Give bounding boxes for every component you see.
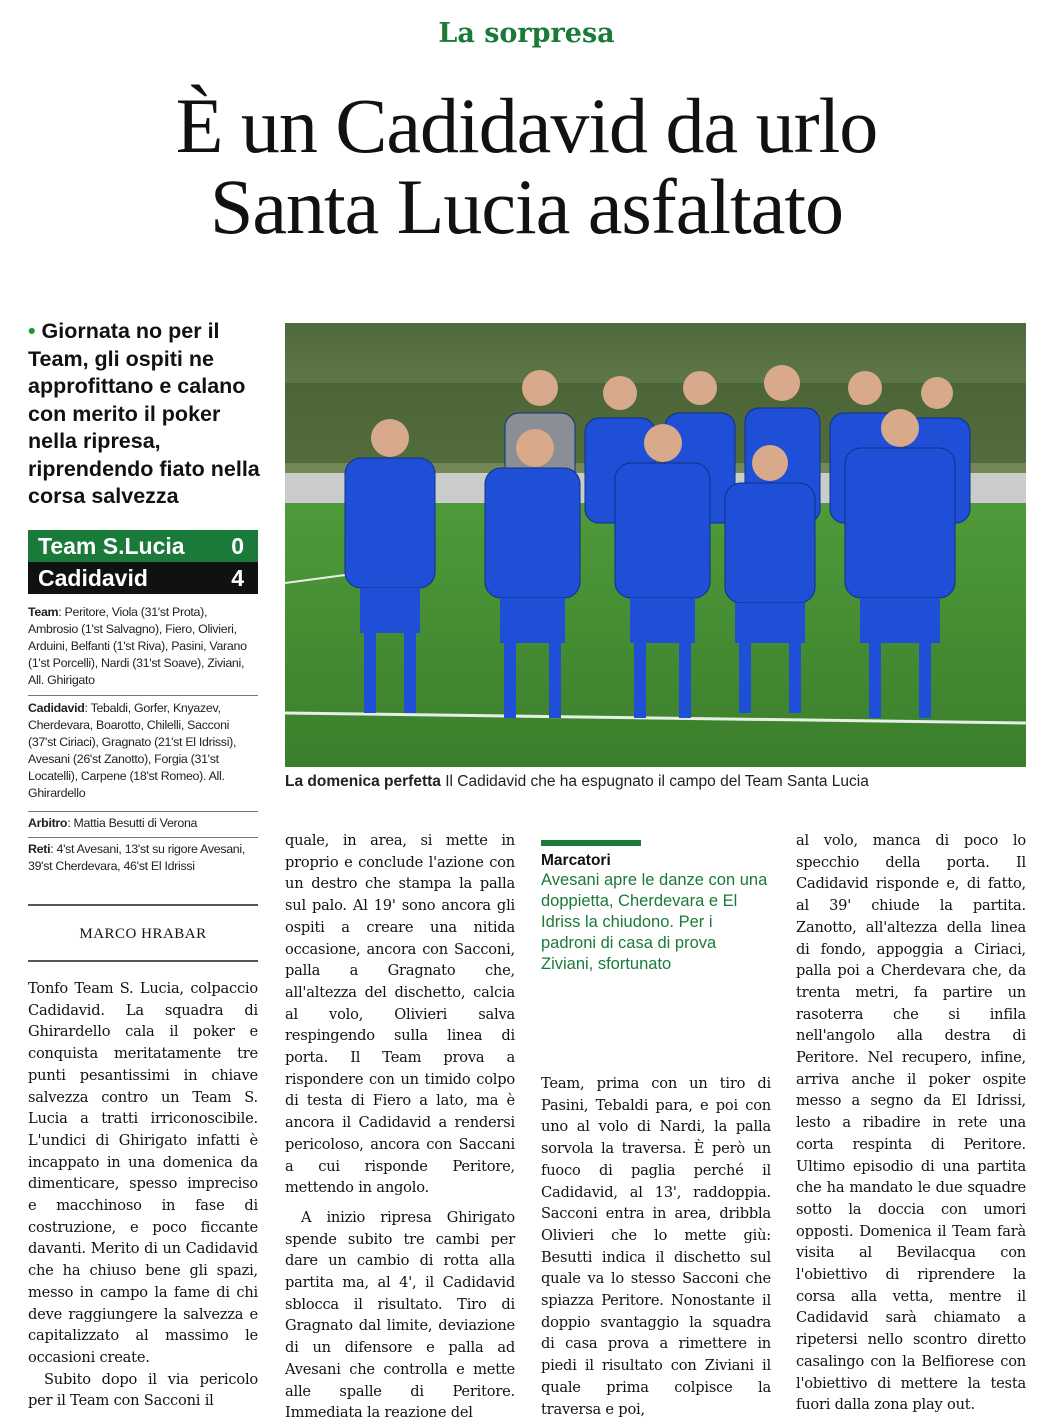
section-kicker: La sorpresa — [438, 18, 615, 49]
scoreboard-home — [28, 530, 258, 562]
cadidavid-lineup — [28, 700, 258, 802]
divider — [28, 837, 258, 838]
photo-caption — [285, 773, 1026, 791]
goals-label: Reti — [28, 842, 51, 856]
byline-divider — [28, 904, 258, 906]
article-paragraph: A inizio ripresa Ghirigato spende subito tre cambi per dare un cambio di rotta alla partita ma, al 4', il Cadidavid sblocca il risultato. Tiro di Gragnato dal limite, deviazione di un difensore e palla ad Avesani che controlla e mette alle spalle di Peritore. Immediata la reazione del — [285, 1208, 515, 1422]
goals-info — [28, 841, 258, 875]
article-column-3 — [541, 1073, 771, 1420]
marcatori-text: Avesani apre le danze con una doppietta, Cherdevara e El Idriss la chiudono. Per i padroni di casa di prova Ziviani, sfortunato — [541, 871, 768, 973]
article-paragraph: Tonfo Team S. Lucia, colpaccio Cadidavid. La squadra di Ghirardello cala il poker e conquista meritatamente tre punti pesantissimi in chiave salvezza contro un Team S. Lucia a tratti irriconoscibile. L'undici di Ghirigato infatti è incappato in una domenica da dimenticare, spesso impreciso e macchinoso in fase di costruzione, e poco ficcante davanti. Merito di un Cadidavid che ha chiuso bene gli spazi, messo in campo la fame di chi deve raggiungere la salvezza e capitalizzato al massimo le occasioni create. — [28, 980, 258, 1366]
away-team-name: Cadidavid — [38, 564, 148, 591]
marcatori-title: Marcatori — [541, 852, 611, 869]
away-team-score: 4 — [231, 564, 244, 591]
divider — [28, 695, 258, 696]
author-byline: MARCO HRABAR — [79, 926, 207, 942]
goals-text: : 4'st Avesani, 13'st su rigore Avesani, 39'st Cherdevara, 46'st El Idrissi — [28, 842, 245, 873]
caption-text: Il Cadidavid che ha espugnato il campo del Team Santa Lucia — [440, 773, 869, 790]
byline-divider — [28, 960, 258, 962]
article-column-2 — [285, 830, 515, 1424]
headline-line-2: Santa Lucia asfaltato — [209, 163, 844, 250]
caption-title: La domenica perfetta — [285, 773, 441, 790]
article-column-4 — [796, 830, 1026, 1416]
team-lineup-text: : Peritore, Viola (31'st Prota), Ambrosio (1'st Salvagno), Fiero, Olivieri, Arduini, Belfanti (1'st Riva), Pasini, Varano (1'st Porcelli), Nardi (31'st Soave), Ziviani, All. Ghirigato — [28, 605, 247, 687]
divider — [28, 811, 258, 812]
team-photo-illustration — [285, 323, 1026, 767]
article-paragraph: al volo, manca di poco lo specchio della porta. Il Cadidavid risponde e, di fatto, al 39' chiude la partita. Zanotto, all'altezza della linea di fondo, appoggia a Ciriaci, palla poi a Cherdevara che, da trenta metri, fa partire un rasoterra che si infila nell'angolo alla destra di Peritore. Nel recupero, infine, arriva anche il poker ospite messo a segno da El Idrissi, lesto a ribadire in rete una corta respinta di Peritore. Ultimo episodio di una partita che ha mandato le due squadre sotto la doccia con umori opposti. Domenica il Team farà visita al Bevilacqua con l'obiettivo di riprendere la corsa alla vetta, mentre il Cadidavid sarà chiamato a ripetersi nello scontro diretto casalingo con la Belfiorese con l'obiettivo di mettere la testa fuori dalla zona play out. — [796, 832, 1026, 1414]
home-team-score: 0 — [231, 532, 244, 559]
team-photo — [285, 323, 1026, 767]
headline-line-1: È un Cadidavid da urlo — [175, 82, 878, 169]
summary-bullet: • — [28, 319, 36, 343]
scoreboard-away — [28, 562, 258, 594]
marcatori-accent-bar — [541, 840, 641, 846]
team-lineup-label: Team — [28, 605, 59, 619]
cadidavid-lineup-text: : Tebaldi, Gorfer, Knyazev, Cherdevara, Boarotto, Chilelli, Sacconi (37'st Ciriaci), Gragnato (21'st El Idrissi), Avesani (26'st Zanotto), Forgia (31'st Locatelli), Carpene (18'st Romeo). All. Ghirardello — [28, 701, 237, 800]
team-lineup — [28, 604, 258, 689]
referee-text: : Mattia Besutti di Verona — [67, 816, 198, 830]
article-summary — [28, 318, 264, 511]
marcatori-box — [541, 840, 771, 975]
article-column-1 — [28, 978, 258, 1412]
article-paragraph: Subito dopo il via pericolo per il Team con Sacconi il — [28, 1370, 258, 1410]
home-team-name: Team S.Lucia — [38, 532, 185, 559]
referee-info — [28, 815, 258, 832]
referee-label: Arbitro — [28, 816, 68, 830]
cadidavid-lineup-label: Cadidavid — [28, 701, 85, 715]
article-paragraph: quale, in area, si mette in proprio e conclude l'azione con un destro che stampa la palla sul palo. Al 19' sono ancora gli ospiti a creare una nitida occasione, ancora con Sacconi, palla a Gragnato che, all'altezza del dischetto, calcia al volo, Olivieri salva respingendo sulla linea di porta. Il Team prova a rispondere con un timido colpo di testa di Fiero a lato, ma è ancora il Cadidavid a rendersi pericoloso, ancora con Saccani a cui risponde Peritore, mettendo in angolo. — [285, 832, 515, 1197]
summary-text: Giornata no per il Team, gli ospiti ne approfittano e calano con merito il poker nella ripresa, riprendendo fiato nella corsa salvezza — [28, 319, 260, 508]
article-paragraph: Team, prima con un tiro di Pasini, Tebaldi para, e poi con uno al volo di Nardi, la palla sorvola la traversa. È però un fuoco di paglia perché il Cadidavid, al 13', raddoppia. Sacconi entra in area, dribbla Olivieri che lo mette giù: Besutti indica il dischetto sul quale va lo stesso Sacconi che spiazza Peritore. Nonostante il doppio svantaggio la squadra di casa prova a rimettere in piedi il risultato con Ziviani il quale prima colpisce la traversa e poi, — [541, 1075, 771, 1418]
